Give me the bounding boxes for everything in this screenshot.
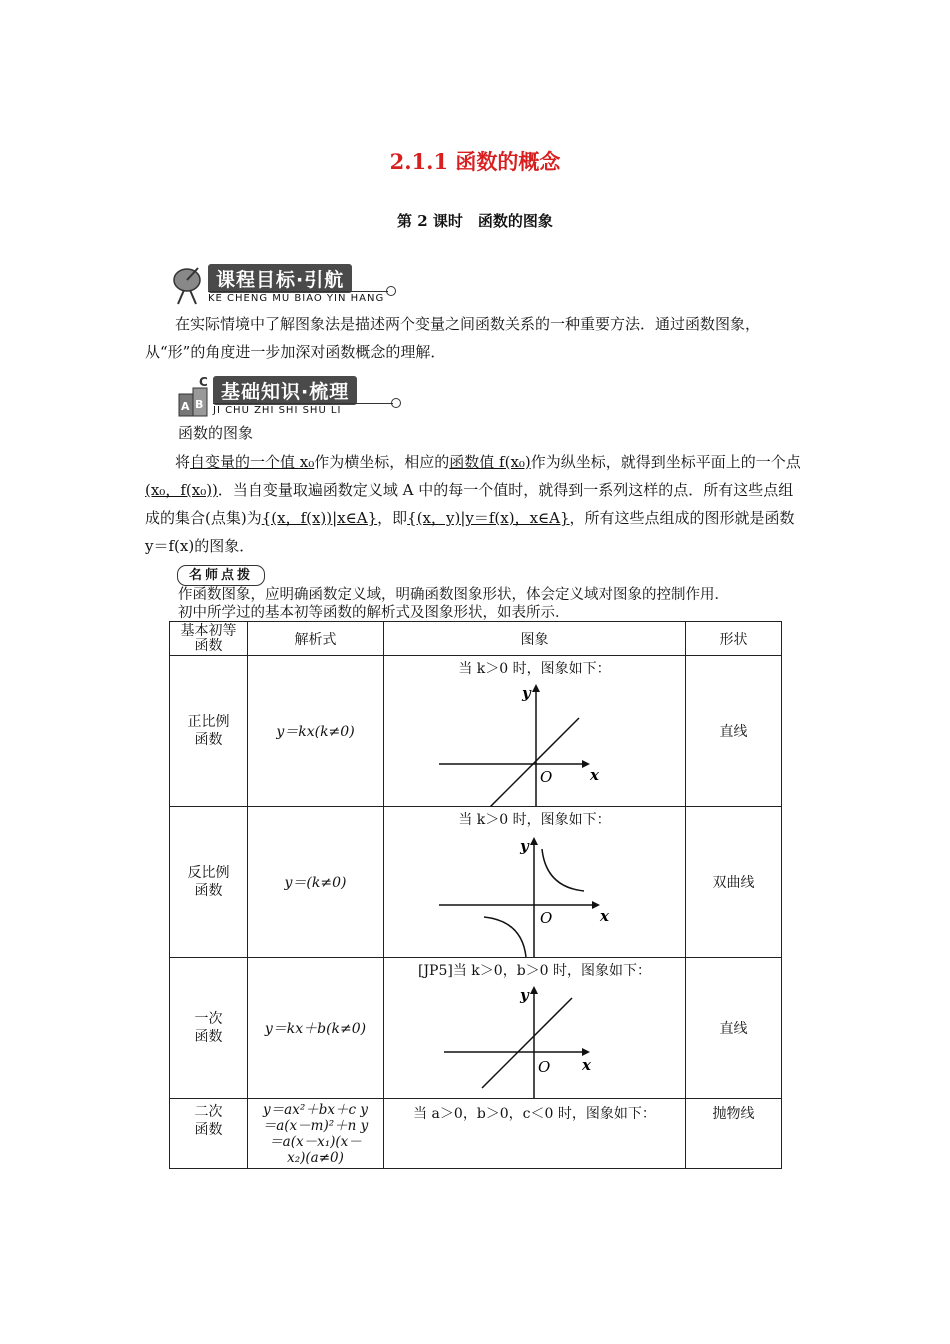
svg-text:B: B xyxy=(195,398,204,411)
table-row xyxy=(170,807,782,958)
graph-condition: 当 k＞0 时，图象如下： xyxy=(458,661,611,677)
function-name: 一次函数 xyxy=(170,958,248,1099)
svg-text:y: y xyxy=(520,837,529,855)
svg-text:y: y xyxy=(522,684,531,702)
table-row xyxy=(170,656,782,807)
abc-blocks-icon xyxy=(177,374,213,420)
graph-condition: [JP5]当 k＞0，b＞0 时，图象如下： xyxy=(417,963,652,979)
hyperbola-graph xyxy=(384,829,684,957)
function-name: 反比例函数 xyxy=(170,807,248,958)
svg-text:x: x xyxy=(582,1056,591,1074)
graph-condition: 当 k＞0 时，图象如下： xyxy=(458,812,611,828)
table-header: 形状 xyxy=(686,622,782,656)
intro-paragraph: 在实际情境中了解图象法是描述两个变量之间函数关系的一种重要方法．通过函数图象，从“形”的角度进一步加深对函数概念的理解． xyxy=(145,315,761,361)
svg-text:C: C xyxy=(199,375,208,389)
section-heading: 函数的图象 xyxy=(178,424,254,442)
banner-pinyin: JI CHU ZHI SHI SHU LI xyxy=(213,405,342,416)
function-formula: y＝ax²＋bx＋c y＝a(x－m)²＋n y＝a(x－x₁)(x－x₂)(a≠0) xyxy=(248,1099,384,1169)
teacher-tip-badge: 名师点拨 xyxy=(177,565,265,586)
function-name: 二次函数 xyxy=(170,1099,248,1169)
svg-text:O: O xyxy=(538,1058,551,1076)
banner-label: 基础知识·梳理 xyxy=(213,376,357,405)
banner-course-goals xyxy=(172,262,412,312)
banner-basic-knowledge xyxy=(177,374,417,424)
graph-cell xyxy=(384,1099,686,1169)
table-header-row xyxy=(170,622,782,656)
banner-label: 课程目标·引航 xyxy=(208,264,352,293)
lesson-subtitle: 第 2 课时 函数的图象 xyxy=(397,212,553,230)
banner-pinyin: KE CHENG MU BIAO YIN HANG xyxy=(208,293,385,304)
tip-line-1: 作函数图象，应明确函数定义域，明确函数图象形状，体会定义域对图象的控制作用． xyxy=(178,587,729,603)
svg-text:x: x xyxy=(590,766,599,784)
graph-condition: 当 a＞0，b＞0，c＜0 时，图象如下： xyxy=(413,1106,656,1122)
function-formula: y＝kx(k≠0) xyxy=(248,656,384,807)
svg-text:O: O xyxy=(540,909,553,927)
function-name: 正比例函数 xyxy=(170,656,248,807)
functions-table xyxy=(169,621,782,1169)
function-formula: y＝(k≠0) xyxy=(248,807,384,958)
table-header: 图象 xyxy=(384,622,686,656)
graph-cell xyxy=(384,656,686,807)
function-shape: 直线 xyxy=(686,656,782,807)
svg-text:y: y xyxy=(520,986,529,1004)
table-row xyxy=(170,1099,782,1169)
svg-text:A: A xyxy=(181,400,190,413)
graph-cell xyxy=(384,958,686,1099)
table-header: 解析式 xyxy=(248,622,384,656)
table-row xyxy=(170,958,782,1099)
body-paragraph: 将自变量的一个值 x₀作为横坐标，相应的函数值 f(x₀)作为纵坐标，就得到坐标平面上的一个点(x₀，f(x₀))．当自变量取遍函数定义域 A 中的每一个值时，就得到一系列这样的点．所有这些点组成的集合(点集)为{(x，f(x))|x∈A}，即{(x，y)|y＝f(x)，x∈A}，所有这些点组成的图形就是函数 y＝f(x)的图象． xyxy=(145,453,801,555)
function-shape: 直线 xyxy=(686,958,782,1099)
page-title: 2.1.1 函数的概念 xyxy=(389,149,561,174)
satellite-dish-icon xyxy=(172,262,206,306)
proportional-graph xyxy=(384,678,684,806)
table-header: 基本初等函数 xyxy=(170,622,248,656)
svg-text:x: x xyxy=(600,907,609,925)
graph-cell xyxy=(384,807,686,958)
tip-line-2: 初中所学过的基本初等函数的解析式及图象形状，如表所示． xyxy=(178,605,570,621)
linear-graph xyxy=(384,980,684,1098)
svg-text:O: O xyxy=(540,768,553,786)
function-formula: y＝kx＋b(k≠0) xyxy=(248,958,384,1099)
function-shape: 双曲线 xyxy=(686,807,782,958)
function-shape: 抛物线 xyxy=(686,1099,782,1169)
